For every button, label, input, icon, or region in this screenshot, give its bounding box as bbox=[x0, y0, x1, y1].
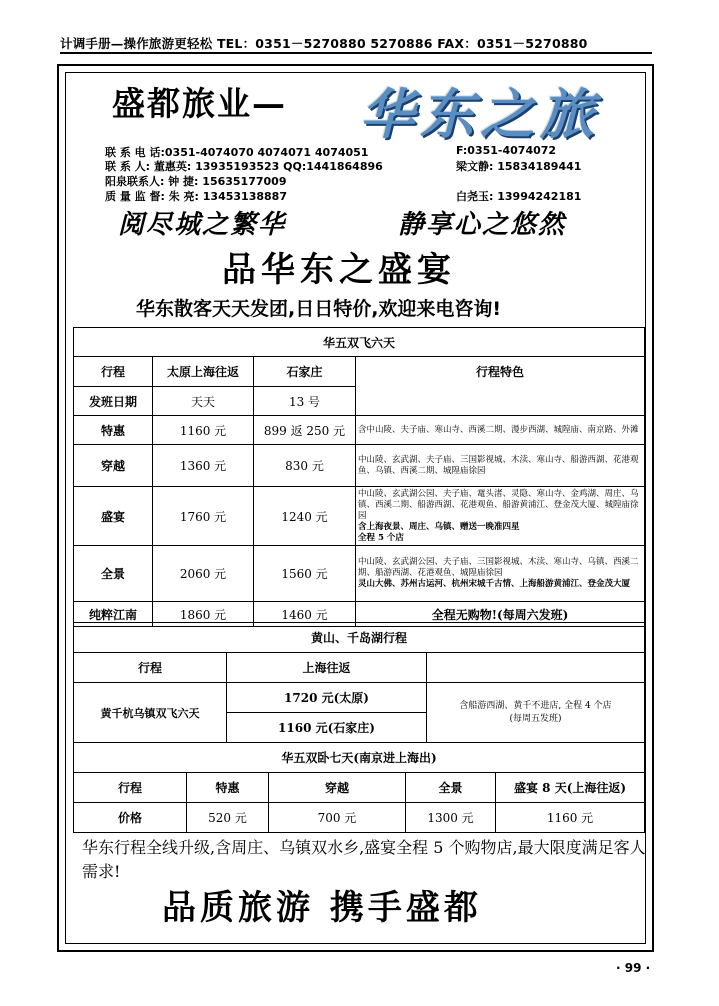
table3-price-tehui: 520 元 bbox=[187, 803, 269, 833]
table3-head-shengyan: 盛宴 8 天(上海往返) bbox=[496, 773, 645, 803]
row-price-taiyuan: 2060 元 bbox=[153, 546, 254, 602]
row-price-sjz: 1460 元 bbox=[254, 602, 356, 627]
table-row bbox=[74, 487, 645, 546]
footer-note: 华东行程全线升级,含周庄、乌镇双水乡,盛宴全程 5 个购物店,最大限度满足客人需求! bbox=[82, 838, 646, 881]
table-row bbox=[74, 546, 645, 602]
table3-head-chuanyue: 穿越 bbox=[269, 773, 406, 803]
row-price-taiyuan: 1360 元 bbox=[153, 445, 254, 487]
row-feature-highlight: 含上海夜景、周庄、乌镇、赠送一晚准四星 bbox=[358, 521, 520, 532]
row-feature: 中山陵、玄武湖公园、夫子庙、鼋头渚、灵隐、寒山寺、金鸡湖、周庄、乌镇、西溪二期、船游西湖、花港观鱼、船游黄浦江、登金茂大厦、城隍庙徐园 bbox=[358, 488, 639, 521]
table-row bbox=[74, 803, 645, 833]
title-art: 华东之旅 bbox=[360, 82, 600, 146]
row-price-taiyuan: 1760 元 bbox=[153, 487, 254, 546]
company-name: 盛都旅业— bbox=[112, 84, 287, 123]
table1-head-taiyuan: 太原上海往返 bbox=[153, 357, 254, 387]
table-huangshan bbox=[73, 622, 645, 743]
table3-price-label: 价格 bbox=[74, 803, 187, 833]
table3-price-chuanyue: 700 元 bbox=[269, 803, 406, 833]
row-feature-highlight-2: 全程 5 个店 bbox=[358, 532, 404, 543]
table1-head-route: 行程 bbox=[74, 357, 153, 387]
table1-schedule-taiyuan: 天天 bbox=[153, 387, 254, 416]
table2-note: 含船游西湖、黄千不进店, 全程 4 个店 bbox=[459, 700, 612, 711]
sub-slogan: 华东散客天天发团,日日特价,欢迎来电咨询! bbox=[136, 298, 502, 320]
contact-person: 联 系 人: 董惠英: 13935193523 QQ:1441864896 bbox=[105, 160, 383, 173]
table3-title: 华五双卧七天(南京进上海出) bbox=[74, 743, 645, 773]
header-line: 计调手册—操作旅游更轻松 TEL：0351－5270880 5270886 FAX：0351－5270880 bbox=[60, 36, 588, 51]
table-row bbox=[74, 683, 645, 713]
table3-head-route: 行程 bbox=[74, 773, 187, 803]
row-name-chuncui: 纯粹江南 bbox=[74, 602, 153, 627]
table2-route: 黄千杭乌镇双飞六天 bbox=[74, 683, 227, 743]
page-number: · 99 · bbox=[616, 961, 651, 975]
table1-head-sjz: 石家庄 bbox=[254, 357, 356, 387]
table3-head-quanjing: 全景 bbox=[406, 773, 496, 803]
table3-price-quanjing: 1300 元 bbox=[406, 803, 496, 833]
table3-head-tehui: 特惠 bbox=[187, 773, 269, 803]
row-name-chuanyue: 穿越 bbox=[74, 445, 153, 487]
slogan-right: 静享心之悠然 bbox=[398, 210, 567, 240]
row-price-sjz: 899 返 250 元 bbox=[254, 416, 356, 445]
row-feature: 中山陵、玄武湖公园、夫子庙、三国影视城、木渎、寒山寺、乌镇、西溪二期、船游西湖、花港观鱼、城隍庙徐园 bbox=[358, 557, 639, 578]
table3-price-shengyan: 1160 元 bbox=[496, 803, 645, 833]
contact-phone: 联 系 电 话:0351-4074070 4074071 4074051 bbox=[105, 146, 369, 159]
table1-head-feature: 行程特色 bbox=[356, 357, 645, 416]
row-feature-cell bbox=[356, 487, 645, 546]
header-rule bbox=[60, 52, 652, 54]
table2-head-empty bbox=[427, 653, 645, 683]
table-huawu-sleeper bbox=[73, 742, 645, 833]
row-price-sjz: 830 元 bbox=[254, 445, 356, 487]
footer-slogan: 品质旅游 携手盛都 bbox=[162, 888, 482, 928]
slogan-left: 阅尽城之繁华 bbox=[118, 210, 287, 240]
row-feature: 含中山陵、夫子庙、寒山寺、西溪二期、漫步西湖、城隍庙、南京路、外滩 bbox=[356, 416, 645, 445]
row-name-tehui: 特惠 bbox=[74, 416, 153, 445]
table-huawu-flight bbox=[73, 327, 645, 627]
contact-fax: F:0351-4074072 bbox=[456, 144, 557, 157]
row-name-quanjing: 全景 bbox=[74, 546, 153, 602]
row-feature: 中山陵、玄武湖、夫子庙、三国影视城、木渎、寒山寺、船游西湖、花港观鱼、乌镇、西溪二期、城隍庙徐园 bbox=[356, 445, 645, 487]
main-slogan: 品华东之盛宴 bbox=[222, 250, 456, 290]
table2-price-sjz: 1160 元(石家庄) bbox=[227, 713, 427, 743]
row-price-taiyuan: 1160 元 bbox=[153, 416, 254, 445]
row-price-sjz: 1560 元 bbox=[254, 546, 356, 602]
table1-schedule-label: 发班日期 bbox=[74, 387, 153, 416]
table2-note-cell bbox=[427, 683, 645, 743]
table1-title: 华五双飞六天 bbox=[74, 328, 645, 357]
contact-person-2: 梁文静: 15834189441 bbox=[456, 160, 582, 173]
table2-head-route: 行程 bbox=[74, 653, 227, 683]
table-row bbox=[74, 445, 645, 487]
row-feature-highlight: 灵山大佛、苏州古运河、杭州宋城千古情、上海船游黄浦江、登金茂大厦 bbox=[358, 579, 631, 589]
contact-supervisor-2: 白尧玉: 13994242181 bbox=[456, 190, 582, 203]
table-row bbox=[74, 416, 645, 445]
table2-title: 黄山、千岛湖行程 bbox=[74, 623, 645, 653]
row-feature: 全程无购物!(每周六发班) bbox=[356, 602, 645, 627]
row-price-taiyuan: 1860 元 bbox=[153, 602, 254, 627]
contact-supervisor: 质 量 监 督: 朱 亮: 13453138887 bbox=[105, 190, 287, 203]
table2-price-taiyuan: 1720 元(太原) bbox=[227, 683, 427, 713]
row-price-sjz: 1240 元 bbox=[254, 487, 356, 546]
table2-note-2: (每周五发班) bbox=[509, 713, 562, 724]
row-name-shengyan: 盛宴 bbox=[74, 487, 153, 546]
contact-yangquan: 阳泉联系人: 钟 捷: 15635177009 bbox=[105, 175, 287, 188]
row-feature-cell bbox=[356, 546, 645, 602]
table1-schedule-sjz: 13 号 bbox=[254, 387, 356, 416]
table2-head-shanghai: 上海往返 bbox=[227, 653, 427, 683]
